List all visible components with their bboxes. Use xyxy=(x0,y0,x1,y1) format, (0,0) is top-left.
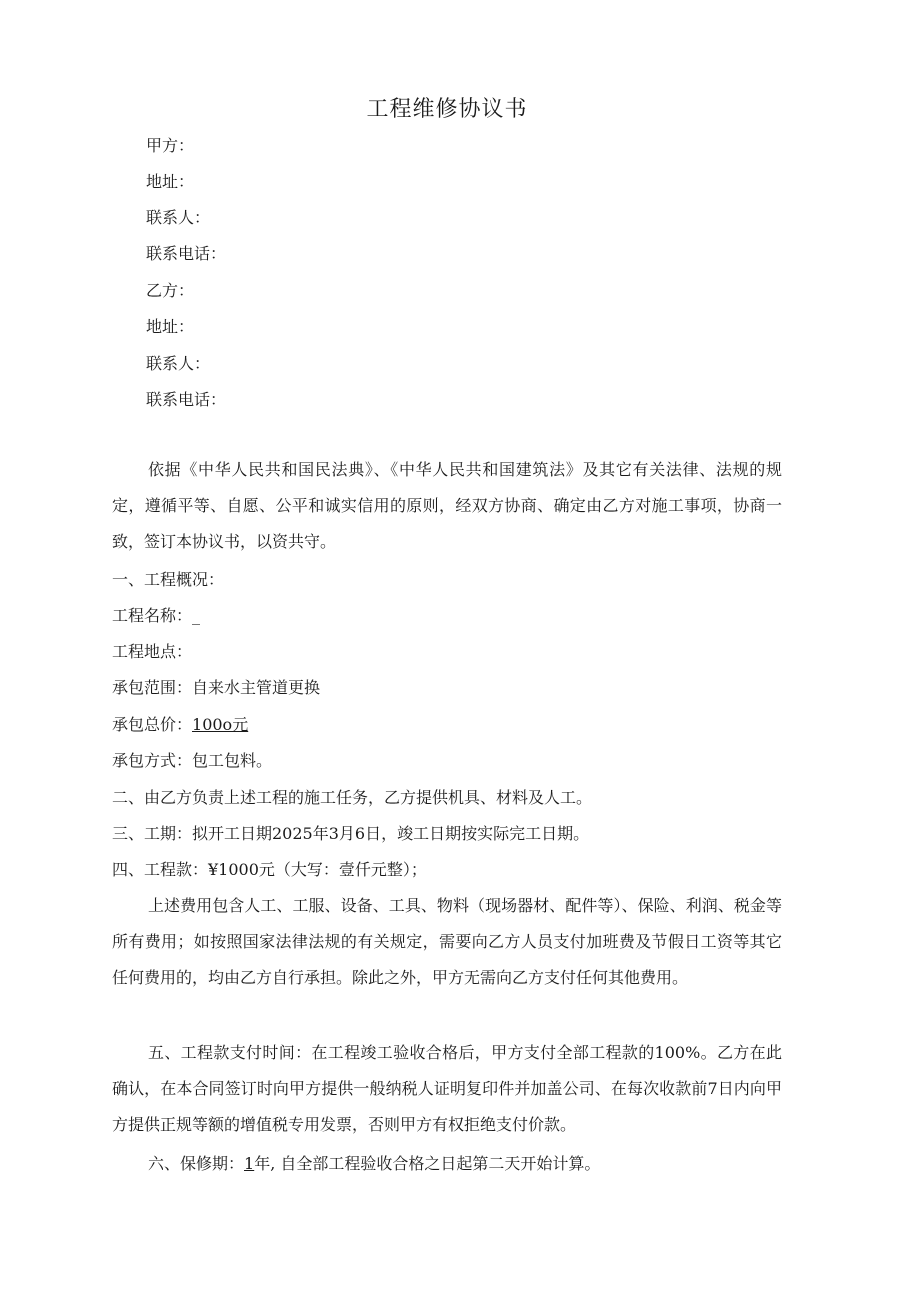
party-a-contact: 联系人： xyxy=(146,208,211,227)
section-6-row xyxy=(112,1152,600,1176)
party-b-label: 乙方： xyxy=(146,281,195,300)
contract-scope-row xyxy=(112,676,320,700)
party-a-label: 甲方： xyxy=(146,136,195,155)
project-name-label: 工程名称： xyxy=(112,606,193,625)
party-a-address: 地址： xyxy=(146,172,195,191)
contract-method-value: 包工包料。 xyxy=(192,751,273,770)
section-3-text: 三、工期：拟开工日期2025年3月6日，竣工日期按实际完工日期。 xyxy=(112,824,590,843)
section-4-heading: 四、工程款：¥1000元（大写：壹仟元整）； xyxy=(112,860,427,879)
contract-scope-value: 自来水主管道更换 xyxy=(192,678,321,697)
warranty-suffix: 年, 自全部工程验收合格之日起第二天开始计算。 xyxy=(254,1154,601,1173)
section-4-body: 上述费用包含人工、工服、设备、工具、物料（现场器材、配件等）、保险、利润、税金等所有费用；如按照国家法律法规的有关规定，需要向乙方人员支付加班费及节假日工资等其它任何费用的，均由乙方自行承担。除此之外，甲方无需向乙方支付任何其他费用。 xyxy=(112,896,782,987)
contract-method-row xyxy=(112,749,272,773)
warranty-prefix: 六、保修期： xyxy=(148,1154,245,1173)
project-name-row xyxy=(112,604,200,628)
section-1-heading: 一、工程概况： xyxy=(112,570,225,589)
party-a-phone: 联系电话： xyxy=(146,244,227,263)
contract-price-label: 承包总价： xyxy=(112,715,193,734)
contract-price-value: 100o元 xyxy=(192,715,249,734)
project-location-label: 工程地点： xyxy=(112,642,193,661)
party-b-contact: 联系人： xyxy=(146,354,211,373)
contract-method-label: 承包方式： xyxy=(112,751,193,770)
contract-price-row xyxy=(112,713,248,737)
party-b-phone: 联系电话： xyxy=(146,390,227,409)
page-title: 工程维修协议书 xyxy=(366,97,528,122)
section-5-text: 五、工程款支付时间：在工程竣工验收合格后，甲方支付全部工程款的100%。乙方在此确认，在本合同签订时向甲方提供一般纳税人证明复印件并加盖公司、在每次收款前7日内向甲方提供正规等额的增值税专用发票，否则甲方有权拒绝支付价款。 xyxy=(112,1043,782,1134)
section-2-text: 二、由乙方负责上述工程的施工任务，乙方提供机具、材料及人工。 xyxy=(112,788,593,807)
contract-scope-label: 承包范围： xyxy=(112,678,193,697)
project-name-value: _ xyxy=(192,606,201,625)
preamble-paragraph: 依据《中华人民共和国民法典》、《中华人民共和国建筑法》及其它有关法律、法规的规定，遵循平等、自愿、公平和诚实信用的原则，经双方协商、确定由乙方对施工事项，协商一致，签订本协议书，以资共守。 xyxy=(112,460,782,551)
warranty-years: 1 xyxy=(244,1154,255,1173)
party-b-address: 地址： xyxy=(146,317,195,336)
